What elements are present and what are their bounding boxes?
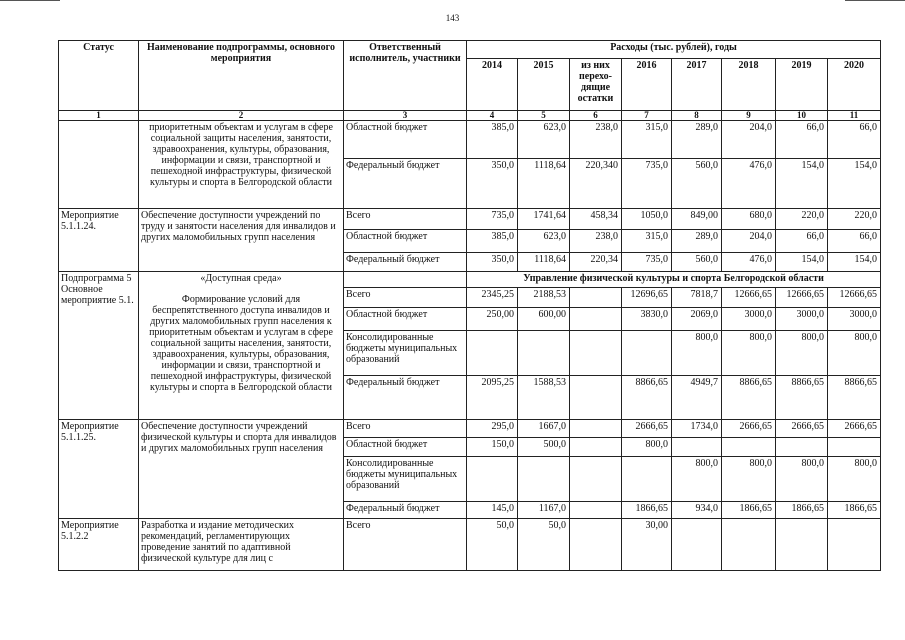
value-cell: 385,0: [467, 121, 518, 159]
value-cell: 3000,0: [776, 308, 828, 331]
value-cell: 238,0: [570, 230, 622, 253]
value-cell: 1741,64: [518, 209, 570, 230]
column-number: 10: [776, 111, 828, 121]
value-cell: [570, 376, 622, 420]
value-cell: 1050,0: [622, 209, 672, 230]
name-cell: Обеспечение доступности учреждений по труду и занятости населения для инвалидов и других маломобильных групп населения: [139, 209, 344, 272]
value-cell: 458,34: [570, 209, 622, 230]
value-cell: 315,0: [622, 230, 672, 253]
value-cell: 3000,0: [828, 308, 881, 331]
value-cell: 1118,64: [518, 253, 570, 272]
value-cell: 238,0: [570, 121, 622, 159]
table-row: [59, 209, 881, 230]
value-cell: 1866,65: [722, 502, 776, 519]
value-cell: 2666,65: [828, 420, 881, 438]
value-cell: 295,0: [467, 420, 518, 438]
value-cell: 220,0: [828, 209, 881, 230]
value-cell: 1118,64: [518, 159, 570, 209]
expenses-table: [58, 40, 881, 571]
name-cell: Обеспечение доступности учреждений физической культуры и спорта для инвалидов и других маломобильных групп населения: [139, 420, 344, 519]
value-cell: 735,0: [622, 253, 672, 272]
value-cell: 800,0: [828, 457, 881, 502]
header-expenses: Расходы (тыс. рублей), годы: [467, 41, 881, 59]
header-executor: Ответственный исполнитель, участники: [344, 41, 467, 111]
value-cell: [722, 519, 776, 571]
column-number: 4: [467, 111, 518, 121]
value-cell: 30,00: [622, 519, 672, 571]
value-cell: 289,0: [672, 230, 722, 253]
value-cell: [570, 502, 622, 519]
header-2018: 2018: [722, 59, 776, 111]
column-number: 11: [828, 111, 881, 121]
value-cell: 289,0: [672, 121, 722, 159]
header-2015: 2015: [518, 59, 570, 111]
value-cell: [518, 457, 570, 502]
value-cell: 1734,0: [672, 420, 722, 438]
header-2020: 2020: [828, 59, 881, 111]
value-cell: 250,00: [467, 308, 518, 331]
value-cell: 4949,7: [672, 376, 722, 420]
table-row: [59, 121, 881, 159]
value-cell: 150,0: [467, 438, 518, 457]
status-cell: Мероприятие 5.1.1.25.: [59, 420, 139, 519]
value-cell: 2666,65: [622, 420, 672, 438]
value-cell: 385,0: [467, 230, 518, 253]
value-cell: 3830,0: [622, 308, 672, 331]
value-cell: 220,0: [776, 209, 828, 230]
value-cell: 8866,65: [722, 376, 776, 420]
value-cell: 800,0: [672, 331, 722, 376]
value-cell: [570, 420, 622, 438]
column-number: 6: [570, 111, 622, 121]
value-cell: 1866,65: [622, 502, 672, 519]
value-cell: [570, 457, 622, 502]
executor-cell: [344, 272, 467, 288]
status-cell: [59, 121, 139, 209]
value-cell: [828, 438, 881, 457]
value-cell: [776, 438, 828, 457]
value-cell: [622, 457, 672, 502]
source-cell: Консолидированные бюджеты муниципальных образований: [344, 331, 467, 376]
value-cell: 220,34: [570, 253, 622, 272]
value-cell: 315,0: [622, 121, 672, 159]
value-cell: 66,0: [776, 121, 828, 159]
value-cell: 8866,65: [828, 376, 881, 420]
value-cell: [467, 331, 518, 376]
status-cell: Мероприятие 5.1.2.2: [59, 519, 139, 571]
value-cell: 934,0: [672, 502, 722, 519]
value-cell: 800,0: [672, 457, 722, 502]
value-cell: 204,0: [722, 230, 776, 253]
header-2017: 2017: [672, 59, 722, 111]
source-cell: Федеральный бюджет: [344, 159, 467, 209]
value-cell: 800,0: [828, 331, 881, 376]
value-cell: 800,0: [776, 331, 828, 376]
value-cell: [518, 331, 570, 376]
table-row: [59, 519, 881, 571]
column-number: 9: [722, 111, 776, 121]
value-cell: 154,0: [828, 253, 881, 272]
department-cell: Управление физической культуры и спорта Белгородской области: [467, 272, 881, 288]
page-number: 143: [445, 13, 460, 23]
value-cell: 849,00: [672, 209, 722, 230]
status-cell: Мероприятие 5.1.1.24.: [59, 209, 139, 272]
value-cell: 154,0: [776, 253, 828, 272]
subprogram-description: Формирование условий для беспрепятственного доступа инвалидов и других маломобильных групп населения к приоритетным объектам и услугам в сфере социальной защиты населения, занятости, здравоохранения, культуры, образования, информации и связи, транспортной и пешеходной инфраструктуры, физической культуры и спорта в Белгородской области: [149, 294, 333, 393]
column-number: 3: [344, 111, 467, 121]
value-cell: 800,0: [722, 331, 776, 376]
value-cell: 2666,65: [722, 420, 776, 438]
value-cell: 1588,53: [518, 376, 570, 420]
value-cell: 2345,25: [467, 288, 518, 308]
value-cell: 145,0: [467, 502, 518, 519]
source-cell: Областной бюджет: [344, 308, 467, 331]
value-cell: 350,0: [467, 159, 518, 209]
value-cell: 12696,65: [622, 288, 672, 308]
value-cell: 50,0: [518, 519, 570, 571]
value-cell: 8866,65: [622, 376, 672, 420]
value-cell: 1866,65: [828, 502, 881, 519]
value-cell: 1866,65: [776, 502, 828, 519]
header-status: Статус: [59, 41, 139, 111]
column-number: 1: [59, 111, 139, 121]
status-cell: Подпрограмма 5 Основное мероприятие 5.1.: [59, 272, 139, 420]
source-cell: Консолидированные бюджеты муниципальных образований: [344, 457, 467, 502]
value-cell: 2188,53: [518, 288, 570, 308]
table-row: [59, 272, 881, 288]
source-cell: Всего: [344, 288, 467, 308]
source-cell: Всего: [344, 209, 467, 230]
value-cell: 800,0: [776, 457, 828, 502]
value-cell: [776, 519, 828, 571]
value-cell: 66,0: [828, 230, 881, 253]
source-cell: Областной бюджет: [344, 230, 467, 253]
name-cell: приоритетным объектам и услугам в сфере социальной защиты населения, занятости, здравоохранения, культуры, образования, информации и связи, транспортной и пешеходной инфраструктуры, физической культуры и спорта в Белгородской области: [139, 121, 344, 209]
header-2014: 2014: [467, 59, 518, 111]
column-number: 7: [622, 111, 672, 121]
value-cell: 8866,65: [776, 376, 828, 420]
value-cell: [467, 457, 518, 502]
value-cell: 1667,0: [518, 420, 570, 438]
value-cell: 560,0: [672, 253, 722, 272]
value-cell: 623,0: [518, 230, 570, 253]
column-numbers-row: [59, 111, 881, 121]
header-transition: из них перехо-дящие остатки: [570, 59, 622, 111]
value-cell: 12666,65: [776, 288, 828, 308]
value-cell: 7818,7: [672, 288, 722, 308]
top-rule-left: [0, 0, 60, 1]
name-cell: Разработка и издание методических рекомендаций, регламентирующих проведение занятий по адаптивной физической культуре для лиц с: [139, 519, 344, 571]
value-cell: 2095,25: [467, 376, 518, 420]
column-number: 5: [518, 111, 570, 121]
value-cell: 66,0: [828, 121, 881, 159]
value-cell: 476,0: [722, 253, 776, 272]
source-cell: Федеральный бюджет: [344, 502, 467, 519]
value-cell: [570, 519, 622, 571]
name-cell: [139, 272, 344, 420]
value-cell: [828, 519, 881, 571]
value-cell: 735,0: [467, 209, 518, 230]
value-cell: 50,0: [467, 519, 518, 571]
value-cell: 500,0: [518, 438, 570, 457]
subprogram-title: «Доступная среда»: [200, 273, 282, 284]
value-cell: 2666,65: [776, 420, 828, 438]
header-2016: 2016: [622, 59, 672, 111]
value-cell: 154,0: [776, 159, 828, 209]
source-cell: Федеральный бюджет: [344, 376, 467, 420]
source-cell: Областной бюджет: [344, 438, 467, 457]
top-rule-right: [845, 0, 905, 1]
value-cell: [570, 331, 622, 376]
source-cell: Всего: [344, 420, 467, 438]
value-cell: 476,0: [722, 159, 776, 209]
value-cell: 2069,0: [672, 308, 722, 331]
value-cell: 154,0: [828, 159, 881, 209]
value-cell: 735,0: [622, 159, 672, 209]
source-cell: Областной бюджет: [344, 121, 467, 159]
value-cell: 680,0: [722, 209, 776, 230]
source-cell: Всего: [344, 519, 467, 571]
value-cell: [622, 331, 672, 376]
value-cell: 800,0: [622, 438, 672, 457]
column-number: 2: [139, 111, 344, 121]
value-cell: 12666,65: [722, 288, 776, 308]
header-name: Наименование подпрограммы, основного мероприятия: [139, 41, 344, 111]
source-cell: Федеральный бюджет: [344, 253, 467, 272]
value-cell: 204,0: [722, 121, 776, 159]
value-cell: [570, 438, 622, 457]
value-cell: 350,0: [467, 253, 518, 272]
value-cell: [672, 438, 722, 457]
value-cell: 800,0: [722, 457, 776, 502]
value-cell: 560,0: [672, 159, 722, 209]
table-row: [59, 420, 881, 438]
value-cell: 600,00: [518, 308, 570, 331]
value-cell: 220,340: [570, 159, 622, 209]
column-number: 8: [672, 111, 722, 121]
value-cell: 66,0: [776, 230, 828, 253]
value-cell: 623,0: [518, 121, 570, 159]
header-2019: 2019: [776, 59, 828, 111]
value-cell: [570, 308, 622, 331]
value-cell: [722, 438, 776, 457]
value-cell: 1167,0: [518, 502, 570, 519]
value-cell: 3000,0: [722, 308, 776, 331]
value-cell: [672, 519, 722, 571]
value-cell: [570, 288, 622, 308]
value-cell: 12666,65: [828, 288, 881, 308]
